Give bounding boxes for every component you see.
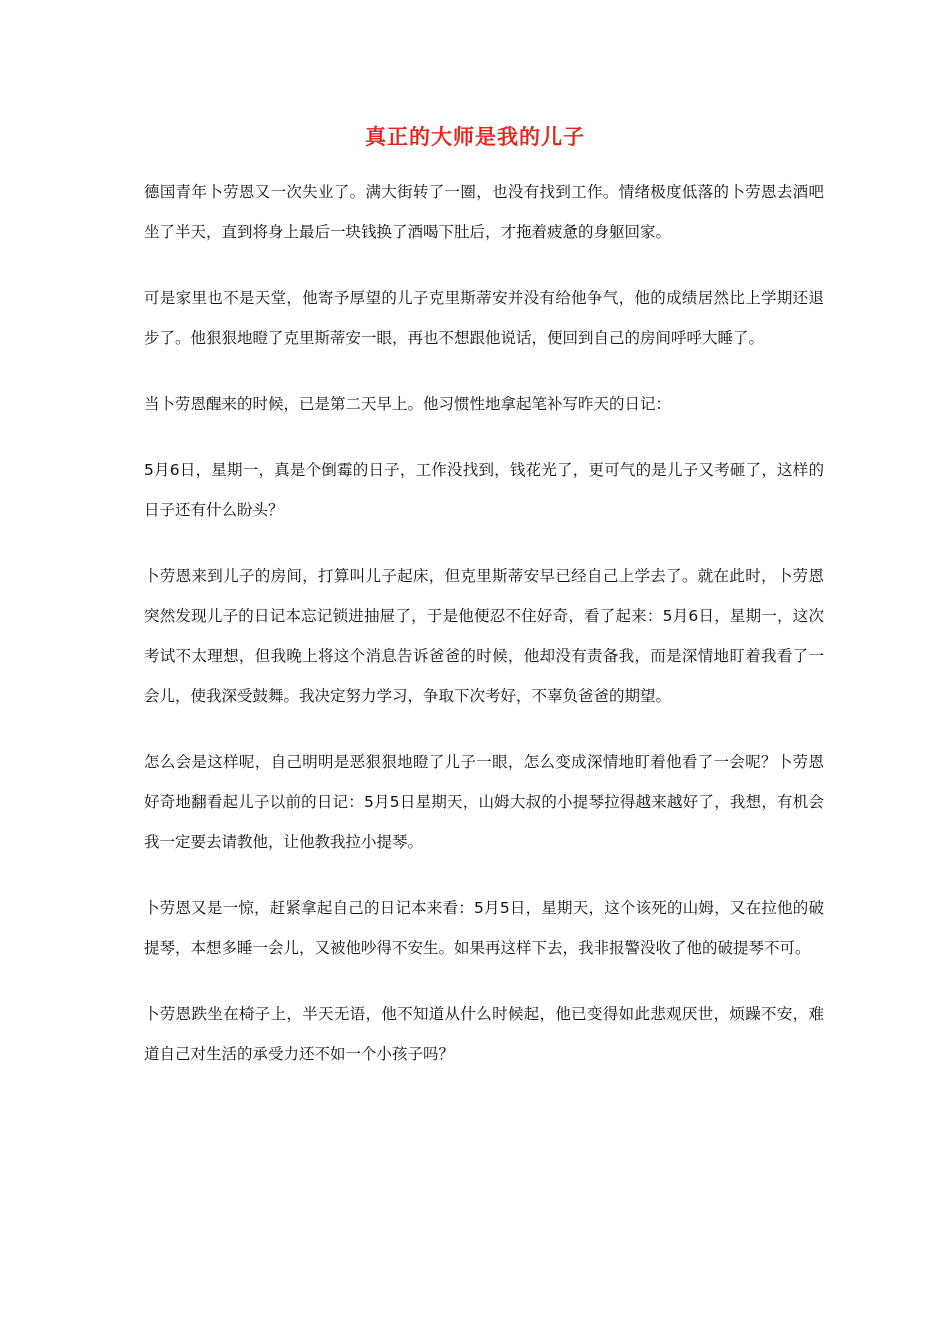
paragraph: 5月6日，星期一，真是个倒霉的日子，工作没找到，钱花光了，更可气的是儿子又考砸了，这样的日子还有什么盼头？ [144,461,824,519]
paragraph: 德国青年卜劳恩又一次失业了。满大街转了一圈，也没有找到工作。情绪极度低落的卜劳恩去酒吧坐了半天，直到将身上最后一块钱换了酒喝下肚后，才拖着疲惫的身躯回家。 [144,183,824,241]
document-title: 真正的大师是我的儿子 [365,125,585,149]
paragraph: 可是家里也不是天堂，他寄予厚望的儿子克里斯蒂安并没有给他争气，他的成绩居然比上学期还退步了。他狠狠地瞪了克里斯蒂安一眼，再也不想跟他说话，便回到自己的房间呼呼大睡了。 [144,289,824,347]
paragraph: 当卜劳恩醒来的时候，已是第二天早上。他习惯性地拿起笔补写昨天的日记： [144,395,672,413]
paragraph: 卜劳恩又是一惊，赶紧拿起自己的日记本来看：5月5日，星期天，这个该死的山姆，又在拉他的破提琴，本想多睡一会儿，又被他吵得不安生。如果再这样下去，我非报警没收了他的破提琴不可。 [144,899,824,957]
paragraph: 怎么会是这样呢，自己明明是恶狠狠地瞪了儿子一眼，怎么变成深情地盯着他看了一会呢？卜劳恩好奇地翻看起儿子以前的日记：5月5日星期天，山姆大叔的小提琴拉得越来越好了，我想，有机会我一定要去请教他，让他教我拉小提琴。 [144,753,824,851]
document-body [144,172,824,1100]
paragraph: 卜劳恩来到儿子的房间，打算叫儿子起床，但克里斯蒂安早已经自己上学去了。就在此时，卜劳恩突然发现儿子的日记本忘记锁进抽屉了，于是他便忍不住好奇，看了起来：5月6日，星期一，这次考试不太理想，但我晚上将这个消息告诉爸爸的时候，他却没有责备我，而是深情地盯着我看了一会儿，使我深受鼓舞。我决定努力学习，争取下次考好，不辜负爸爸的期望。 [144,567,824,705]
paragraph: 卜劳恩跌坐在椅子上，半天无语，他不知道从什么时候起，他已变得如此悲观厌世，烦躁不安，难道自己对生活的承受力还不如一个小孩子吗？ [144,1005,824,1063]
